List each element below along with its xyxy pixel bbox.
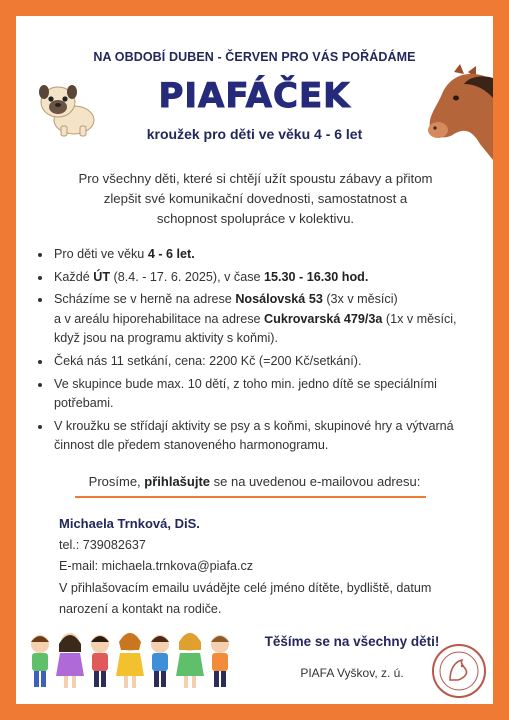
intro-line: schopnost spolupráce v kolektivu. <box>156 211 355 226</box>
program-title: PIAFÁČEK <box>158 76 351 116</box>
intro-line: Pro všechny děti, které si chtějí užít spoustu zábavy a přitom <box>78 171 433 186</box>
intro-line: zlepšit své komunikační dovednosti, samostatnost a <box>103 191 408 206</box>
organization-name: PIAFA Vyškov, z. ú. <box>300 666 404 680</box>
address-secondary: Cukrovarská 479/3a <box>264 311 383 326</box>
age-value: 4 - 6 let. <box>147 247 195 261</box>
contact-phone[interactable]: tel.: 739082637 <box>59 537 146 552</box>
day-value: ÚT <box>93 269 111 284</box>
horse-illustration <box>424 64 493 160</box>
contact-name: Michaela Trnková, DiS. <box>59 516 200 531</box>
flyer-page <box>16 16 493 704</box>
contact-block <box>59 513 479 621</box>
list-item-schedule: • Každé ÚT (8.4. - 17. 6. 2025), v čase 15.30 - 16.30 hod. <box>52 268 482 288</box>
list-item-place: • Scházíme se v herně na adrese Nosálovská 53 (3x v měsíci) a v areálu hiporehabilitace na adrese Cukrovarská 479/3a (1x v měsíci, když jsou na programu aktivity s koňmi). <box>52 290 482 349</box>
address-primary: Nosálovská 53 <box>235 292 323 307</box>
registration-text: Prosíme, přihlašujte se na uvedenou e-mailovou adresu: <box>88 474 421 489</box>
list-item-activities: • V kroužku se střídají aktivity se psy a s koňmi, skupinové hry a výtvarná činnost dle předem stanoveného harmonogramu. <box>52 417 482 456</box>
divider <box>75 496 426 498</box>
contact-note: narození a kontakt na rodiče. <box>59 602 222 616</box>
info-list <box>36 245 482 459</box>
contact-note: V přihlašovacím emailu uvádějte celé jméno dítěte, bydliště, datum <box>59 580 432 595</box>
intro-paragraph <box>68 169 443 229</box>
greeting-text: Těšíme se na všechny děti! <box>264 634 440 649</box>
piafa-logo <box>430 642 488 700</box>
kicker-text: NA OBDOBÍ DUBEN - ČERVEN PRO VÁS POŘÁDÁME <box>93 50 416 64</box>
children-illustration <box>22 622 237 702</box>
list-item-age: • Pro děti ve věku 4 - 6 let. <box>52 245 482 265</box>
list-item-group: • Ve skupince bude max. 10 dětí, z toho min. jedno dítě se speciálními potřebami. <box>52 375 482 414</box>
program-subtitle: kroužek pro děti ve věku 4 - 6 let <box>146 126 363 142</box>
time-value: 15.30 - 16.30 hod. <box>264 269 369 284</box>
contact-email[interactable]: E-mail: michaela.trnkova@piafa.cz <box>59 559 254 573</box>
list-item-sessions: • Čeká nás 11 setkání, cena: 2200 Kč (=200 Kč/setkání). <box>52 352 482 372</box>
